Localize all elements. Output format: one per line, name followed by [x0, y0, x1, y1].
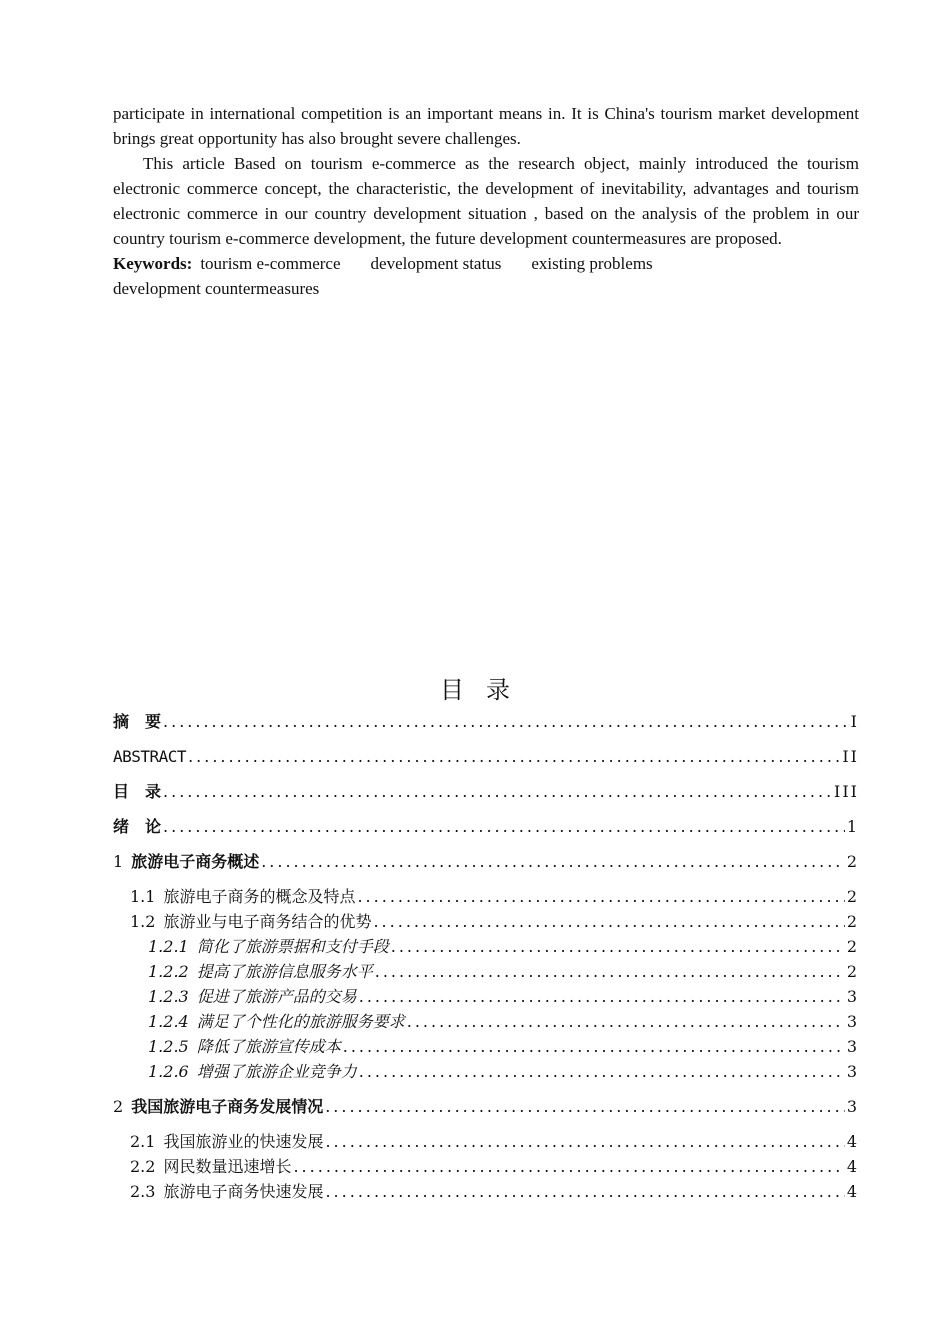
dot-leader	[188, 744, 840, 769]
toc-entry-page: 4	[846, 1182, 859, 1201]
toc-entry-title	[130, 1129, 323, 1154]
toc-entry-page: 2	[846, 962, 859, 981]
dot-leader	[375, 959, 845, 984]
toc-entry-page: 3	[846, 1012, 859, 1031]
dot-leader	[163, 709, 849, 734]
toc-entry[interactable]	[113, 1034, 859, 1059]
toc-entry[interactable]	[113, 1094, 859, 1119]
toc-entry-number: 2.2	[130, 1157, 156, 1176]
toc-entry[interactable]	[113, 909, 859, 934]
dot-leader	[325, 1094, 845, 1119]
toc-entry-text: 旅游电子商务的概念及特点	[163, 887, 356, 906]
toc-entry[interactable]	[113, 884, 859, 909]
dot-leader	[359, 1059, 845, 1084]
toc-entry-text: 我国旅游业的快速发展	[163, 1132, 324, 1151]
toc-entry-title	[130, 884, 355, 909]
keyword: development status	[370, 254, 502, 273]
toc-entry-page: III	[834, 782, 859, 801]
toc-entry-title	[148, 984, 357, 1009]
toc-entry-title	[130, 909, 371, 934]
toc-entry-number: 2	[113, 1097, 124, 1116]
toc-entry-text: 旅游电子商务概述	[131, 852, 260, 871]
toc-entry-title	[148, 1009, 405, 1034]
dot-leader	[373, 909, 844, 934]
toc-entry[interactable]	[113, 709, 859, 734]
toc-entry[interactable]	[113, 744, 859, 769]
toc-entry-title: ABSTRACT	[113, 747, 187, 766]
keywords-line	[113, 251, 859, 301]
toc-entry-title	[130, 1179, 323, 1204]
toc-entry[interactable]	[113, 1154, 859, 1179]
toc-entry[interactable]	[113, 984, 859, 1009]
dot-leader	[359, 984, 845, 1009]
toc-entry-text: 降低了旅游宣传成本	[196, 1037, 341, 1056]
toc-entry-page: 2	[846, 912, 859, 931]
toc-entry-page: II	[842, 747, 859, 766]
toc-entry-title: 摘 要	[113, 712, 162, 731]
toc-entry-number: 1.2.6	[148, 1062, 189, 1081]
abstract-paragraph-2: This article Based on tourism e-commerce as the research object, mainly introduced the tourism electronic commerce concept, the characteristic, the development of inevitability, advantages and tourism electronic commerce in our country development situation , based on the analysis of the problem in our country tourism e-commerce development, the future development countermeasures are proposed.	[113, 154, 859, 248]
toc-entry[interactable]	[113, 849, 859, 874]
toc-entry-title	[148, 1059, 357, 1084]
toc-entry-number: 2.3	[130, 1182, 156, 1201]
toc-entry[interactable]	[113, 779, 859, 804]
dot-leader	[293, 1154, 844, 1179]
table-of-contents	[113, 709, 859, 1204]
toc-entry-text: 提高了旅游信息服务水平	[196, 962, 373, 981]
toc-entry[interactable]	[113, 1129, 859, 1154]
toc-entry-title	[148, 959, 373, 984]
toc-entry[interactable]	[113, 1009, 859, 1034]
toc-entry-text: 满足了个性化的旅游服务要求	[196, 1012, 405, 1031]
toc-entry-page: 2	[846, 852, 859, 871]
abstract-section	[113, 101, 859, 301]
dot-leader	[163, 779, 832, 804]
keyword: tourism e-commerce	[200, 254, 341, 273]
toc-entry-page: I	[850, 712, 859, 731]
toc-entry-page: 3	[846, 1037, 859, 1056]
dot-leader	[391, 934, 845, 959]
toc-entry-page: 4	[846, 1157, 859, 1176]
toc-entry-number: 1.2.2	[148, 962, 189, 981]
toc-entry-number: 1.2.3	[148, 987, 189, 1006]
toc-entry-title: 目 录	[113, 782, 162, 801]
keywords-label: Keywords:	[113, 254, 193, 273]
toc-entry-number: 1.2.5	[148, 1037, 189, 1056]
toc-entry-page: 3	[846, 1097, 859, 1116]
toc-entry-page: 3	[846, 1062, 859, 1081]
toc-entry-number: 1.1	[130, 887, 156, 906]
toc-entry-text: 旅游业与电子商务结合的优势	[163, 912, 372, 931]
toc-entry-text: 网民数量迅速增长	[163, 1157, 292, 1176]
toc-entry-text: 增强了旅游企业竞争力	[196, 1062, 357, 1081]
toc-entry-number: 1.2.4	[148, 1012, 189, 1031]
toc-entry-title: 绪 论	[113, 817, 162, 836]
toc-entry-text: 旅游电子商务快速发展	[163, 1182, 324, 1201]
toc-entry-page: 3	[846, 987, 859, 1006]
toc-entry-page: 2	[846, 937, 859, 956]
dot-leader	[261, 849, 845, 874]
toc-entry-title	[148, 1034, 341, 1059]
dot-leader	[163, 814, 845, 839]
toc-entry-title	[113, 1094, 323, 1119]
toc-entry-page: 1	[846, 817, 859, 836]
keyword: development countermeasures	[113, 279, 320, 298]
dot-leader	[325, 1179, 844, 1204]
dot-leader	[357, 884, 844, 909]
toc-entry[interactable]	[113, 1179, 859, 1204]
toc-entry-page: 4	[846, 1132, 859, 1151]
dot-leader	[407, 1009, 845, 1034]
toc-entry-number: 2.1	[130, 1132, 156, 1151]
toc-entry[interactable]	[113, 814, 859, 839]
toc-entry[interactable]	[113, 959, 859, 984]
toc-entry-title	[113, 849, 259, 874]
dot-leader	[343, 1034, 845, 1059]
toc-entry-page: 2	[846, 887, 859, 906]
toc-entry-text: 简化了旅游票据和支付手段	[196, 937, 389, 956]
toc-entry[interactable]	[113, 934, 859, 959]
dot-leader	[325, 1129, 844, 1154]
toc-entry-number: 1	[113, 852, 124, 871]
toc-entry-title	[148, 934, 389, 959]
toc-entry-text: 我国旅游电子商务发展情况	[131, 1097, 324, 1116]
toc-entry[interactable]	[113, 1059, 859, 1084]
abstract-paragraph-1: participate in international competition is an important means in. It is China's tourism market development brings great opportunity has also brought severe challenges.	[113, 104, 859, 148]
toc-entry-number: 1.2.1	[148, 937, 189, 956]
toc-title: 目录	[440, 676, 532, 704]
keyword: existing problems	[531, 254, 653, 273]
toc-entry-title	[130, 1154, 291, 1179]
toc-entry-number: 1.2	[130, 912, 156, 931]
toc-entry-text: 促进了旅游产品的交易	[196, 987, 357, 1006]
